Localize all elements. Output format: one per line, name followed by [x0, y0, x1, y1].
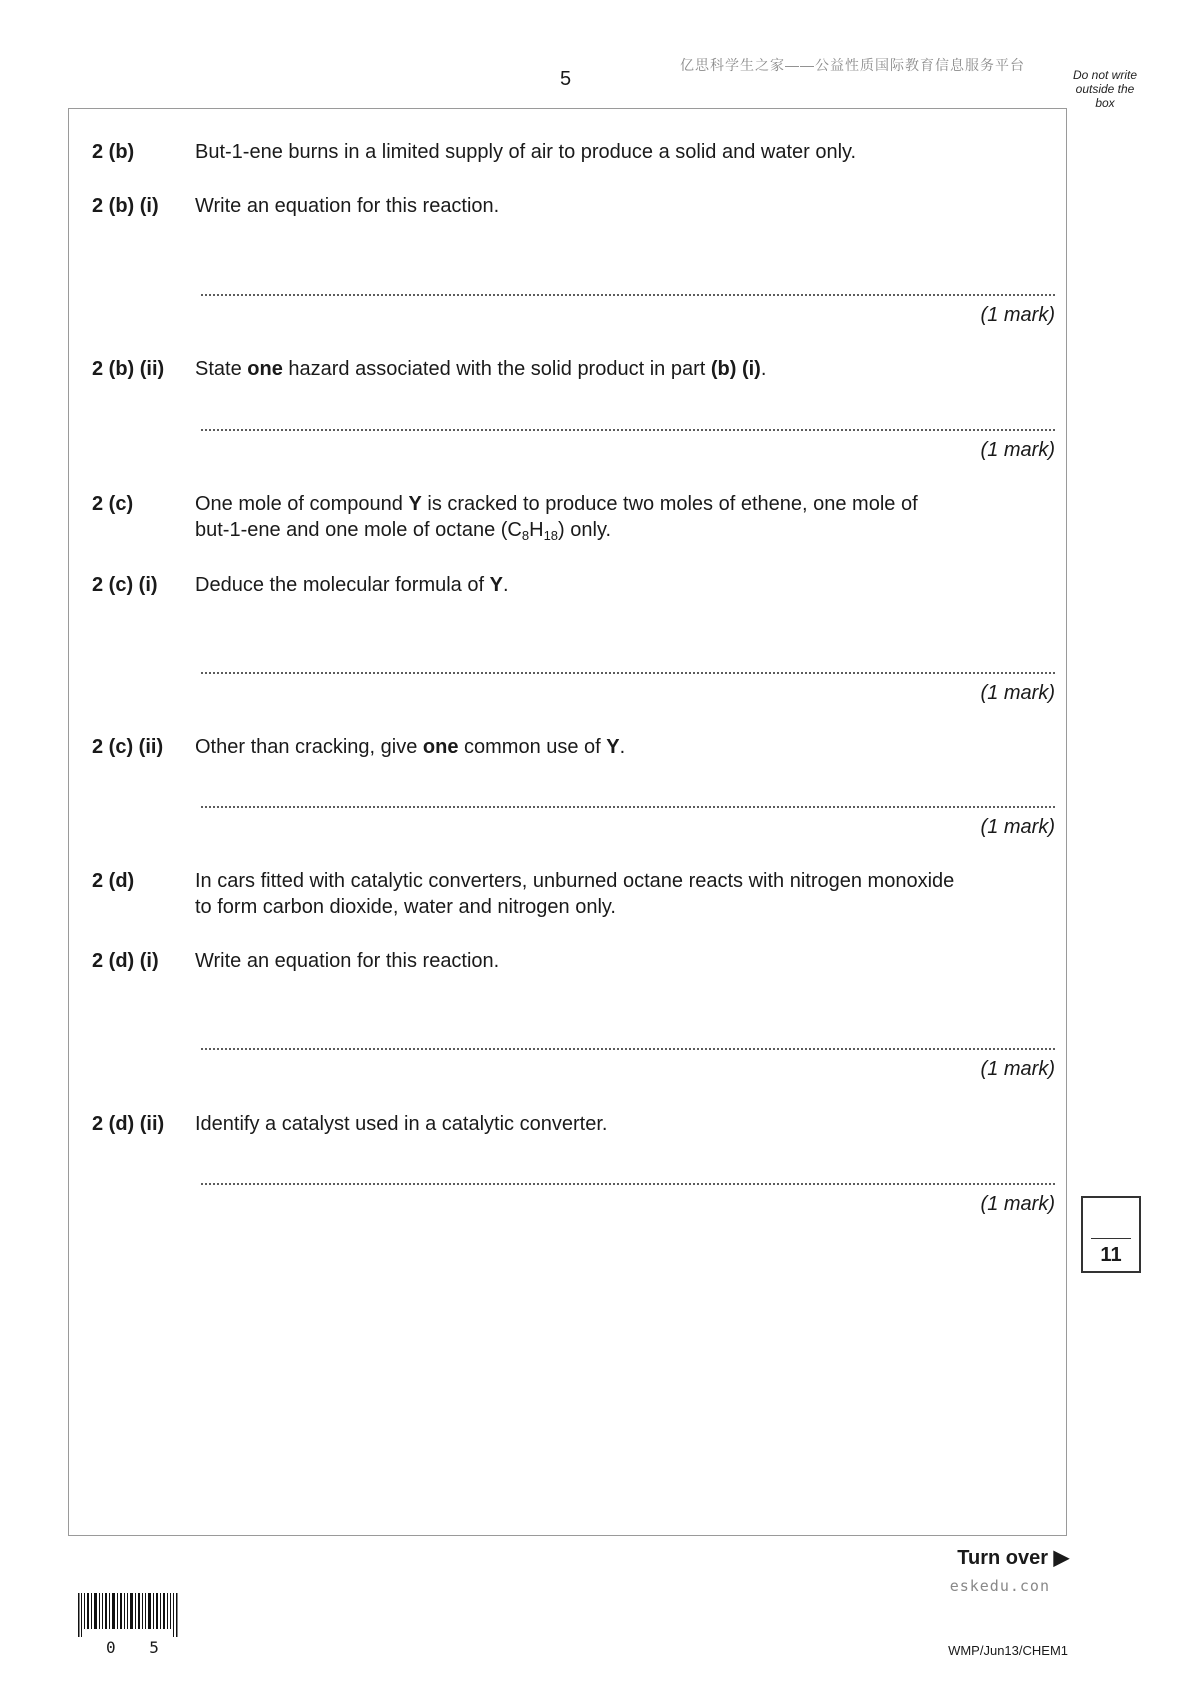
question-text: State one hazard associated with the solid product in part (b) (i). [195, 358, 767, 380]
mark-allocation: (1 mark) [980, 816, 1055, 838]
question-text: In cars fitted with catalytic converters, unburned octane reacts with nitrogen monoxide to form carbon dioxide, water and nitrogen only. [195, 870, 955, 918]
header-watermark: 亿思科学生之家——公益性质国际教育信息服务平台 [680, 57, 1025, 73]
score-divider [1091, 1238, 1131, 1239]
margin-note-line: Do not write [1072, 68, 1138, 82]
mark-allocation: (1 mark) [980, 439, 1055, 461]
question-text: Identify a catalyst used in a catalytic converter. [195, 1113, 608, 1135]
margin-note-line: outside the [1075, 82, 1135, 96]
mark-allocation: (1 mark) [980, 682, 1055, 704]
question-text: One mole of compound Y is cracked to produce two moles of ethene, one mole of but-1-ene and one mole of octane $(C_8H_{18})$ only. [195, 493, 918, 543]
mark-allocation: (1 mark) [980, 1058, 1055, 1080]
score-total: 11 [1100, 1244, 1122, 1266]
question-number: 2 (b) [92, 141, 135, 163]
margin-note-line: box [1095, 96, 1115, 110]
answer-line[interactable] [200, 429, 1055, 431]
mark-allocation: (1 mark) [980, 304, 1055, 326]
question-number: 2 (d) [92, 870, 135, 892]
reference-code: WMP/Jun13/CHEM1 [948, 1643, 1068, 1658]
question-number: 2 (b) (ii) [92, 358, 165, 380]
question-number: 2 (b) (i) [92, 195, 159, 217]
footer-watermark: eskedu.con [949, 1577, 1050, 1595]
question-text: Other than cracking, give one common use of Y. [195, 736, 626, 758]
question-number: 2 (d) (ii) [92, 1113, 165, 1135]
score-box [1081, 1196, 1141, 1273]
question-text: Write an equation for this reaction. [195, 950, 500, 972]
answer-line[interactable] [200, 1183, 1055, 1185]
answer-line[interactable] [200, 672, 1055, 674]
answer-line[interactable] [200, 806, 1055, 808]
question-number: 2 (c) (ii) [92, 736, 164, 758]
question-number: 2 (c) (i) [92, 574, 158, 596]
question-number: 2 (d) (i) [92, 950, 159, 972]
answer-line[interactable] [200, 294, 1055, 296]
question-text: Deduce the molecular formula of Y. [195, 574, 509, 596]
mark-allocation: (1 mark) [980, 1193, 1055, 1215]
margin-note [1068, 68, 1142, 110]
answer-line[interactable] [200, 1048, 1055, 1050]
question-text: But-1-ene burns in a limited supply of air to produce a solid and water only. [195, 141, 857, 163]
barcode-digits: 0 5 [106, 1638, 171, 1657]
page-number: 5 [560, 68, 572, 90]
turn-over-label: Turn over ▶ [957, 1547, 1069, 1569]
answer-frame [68, 108, 1067, 1536]
barcode-icon [78, 1593, 178, 1637]
question-number: 2 (c) [92, 493, 134, 515]
question-text: Write an equation for this reaction. [195, 195, 500, 217]
